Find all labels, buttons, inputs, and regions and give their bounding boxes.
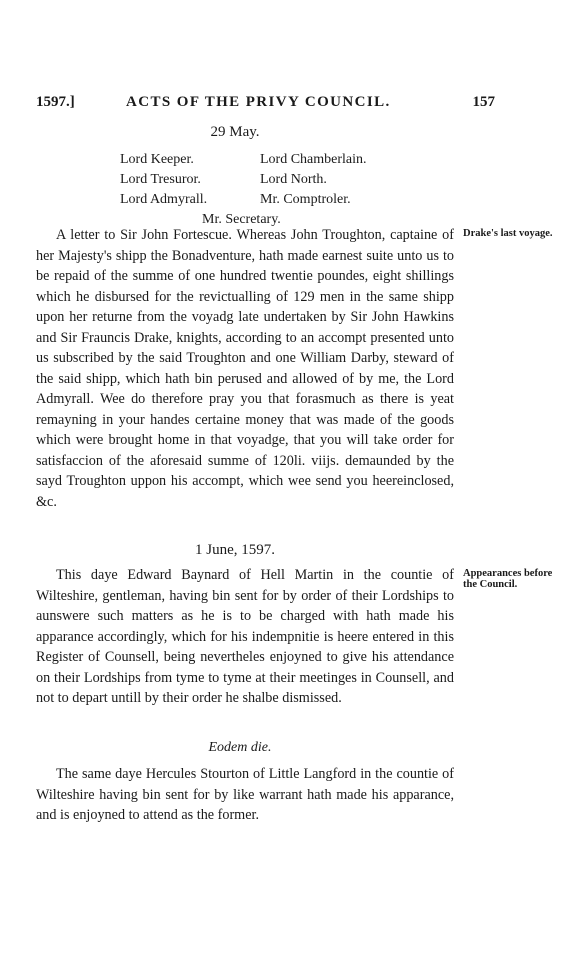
attendee: Lord Tresuror.	[120, 172, 201, 187]
margin-note-appearances: Appearances before the Council.	[463, 568, 553, 590]
letter-paragraph: A letter to Sir John Fortescue. Whereas John Troughton, captaine of her Majesty's shipp the Bonadventure, hath made earnest suite unto us to be repaid of the summe of one hundred twentie poundes, eight shillings which he disbursed for the revictualling of 129 men in the same shipp upon her returne from the voyadg late undertaken by Sir John Hawkins and Sir Frauncis Drake, knights, according to an accompt presented unto us subscribed by the said Troughton and one William Darby, steward of the said shipp, which hath bin perused and allowed of by me, the Lord Admyrall. Wee do therefore pray you that forasmuch as there is yeat remayning in your handes certaine money that was made of the goods which were brought home in that voyadge, that you will take order for satisfaccion of the aforesaid summe of 120li. viijs. demaunded by the sayd Troughton uppon his accompt, which wee send you heereinclosed, &c.	[36, 227, 454, 510]
stourton-paragraph: The same daye Hercules Stourton of Little Langford in the countie of Wilteshire having bin sent for by like warrant hath made his apparance, and is enjoyned to attend as the former.	[36, 766, 454, 823]
attendee: Lord Chamberlain.	[260, 152, 367, 167]
entry-date-29-may: 29 May.	[210, 124, 260, 140]
entry-date-1-june: 1 June, 1597.	[195, 542, 275, 558]
attendance-list	[120, 150, 420, 227]
running-head-title: ACTS OF THE PRIVY COUNCIL.	[126, 94, 391, 110]
attendee: Lord North.	[260, 172, 327, 187]
attendee: Mr. Secretary.	[202, 212, 281, 227]
baynard-paragraph: This daye Edward Baynard of Hell Martin in the countie of Wilteshire, gentleman, having bin sent for by order of their Lordships to aunswere such matters as he is to be charged with hath made his apparance accordingly, which for his indempnitie is heere entered in this Register of Counsell, being nevertheles enjoyned to give his attendance on their Lordships from tyme to tyme at their meetinges in Counsell, and not to depart untill by their order he shalbe dismissed.	[36, 567, 454, 706]
page-number: 157	[472, 94, 495, 110]
attendance-row	[120, 190, 420, 210]
attendee: Mr. Comptroler.	[260, 192, 351, 207]
margin-note-drakes-voyage: Drake's last voyage.	[463, 228, 553, 239]
eodem-die-heading: Eodem die.	[208, 740, 272, 755]
attendee: Lord Keeper.	[120, 152, 194, 167]
attendance-row	[120, 150, 420, 170]
running-head	[36, 94, 531, 114]
attendance-row	[120, 170, 420, 190]
running-head-year: 1597.]	[36, 94, 75, 110]
attendee: Lord Admyrall.	[120, 192, 208, 207]
